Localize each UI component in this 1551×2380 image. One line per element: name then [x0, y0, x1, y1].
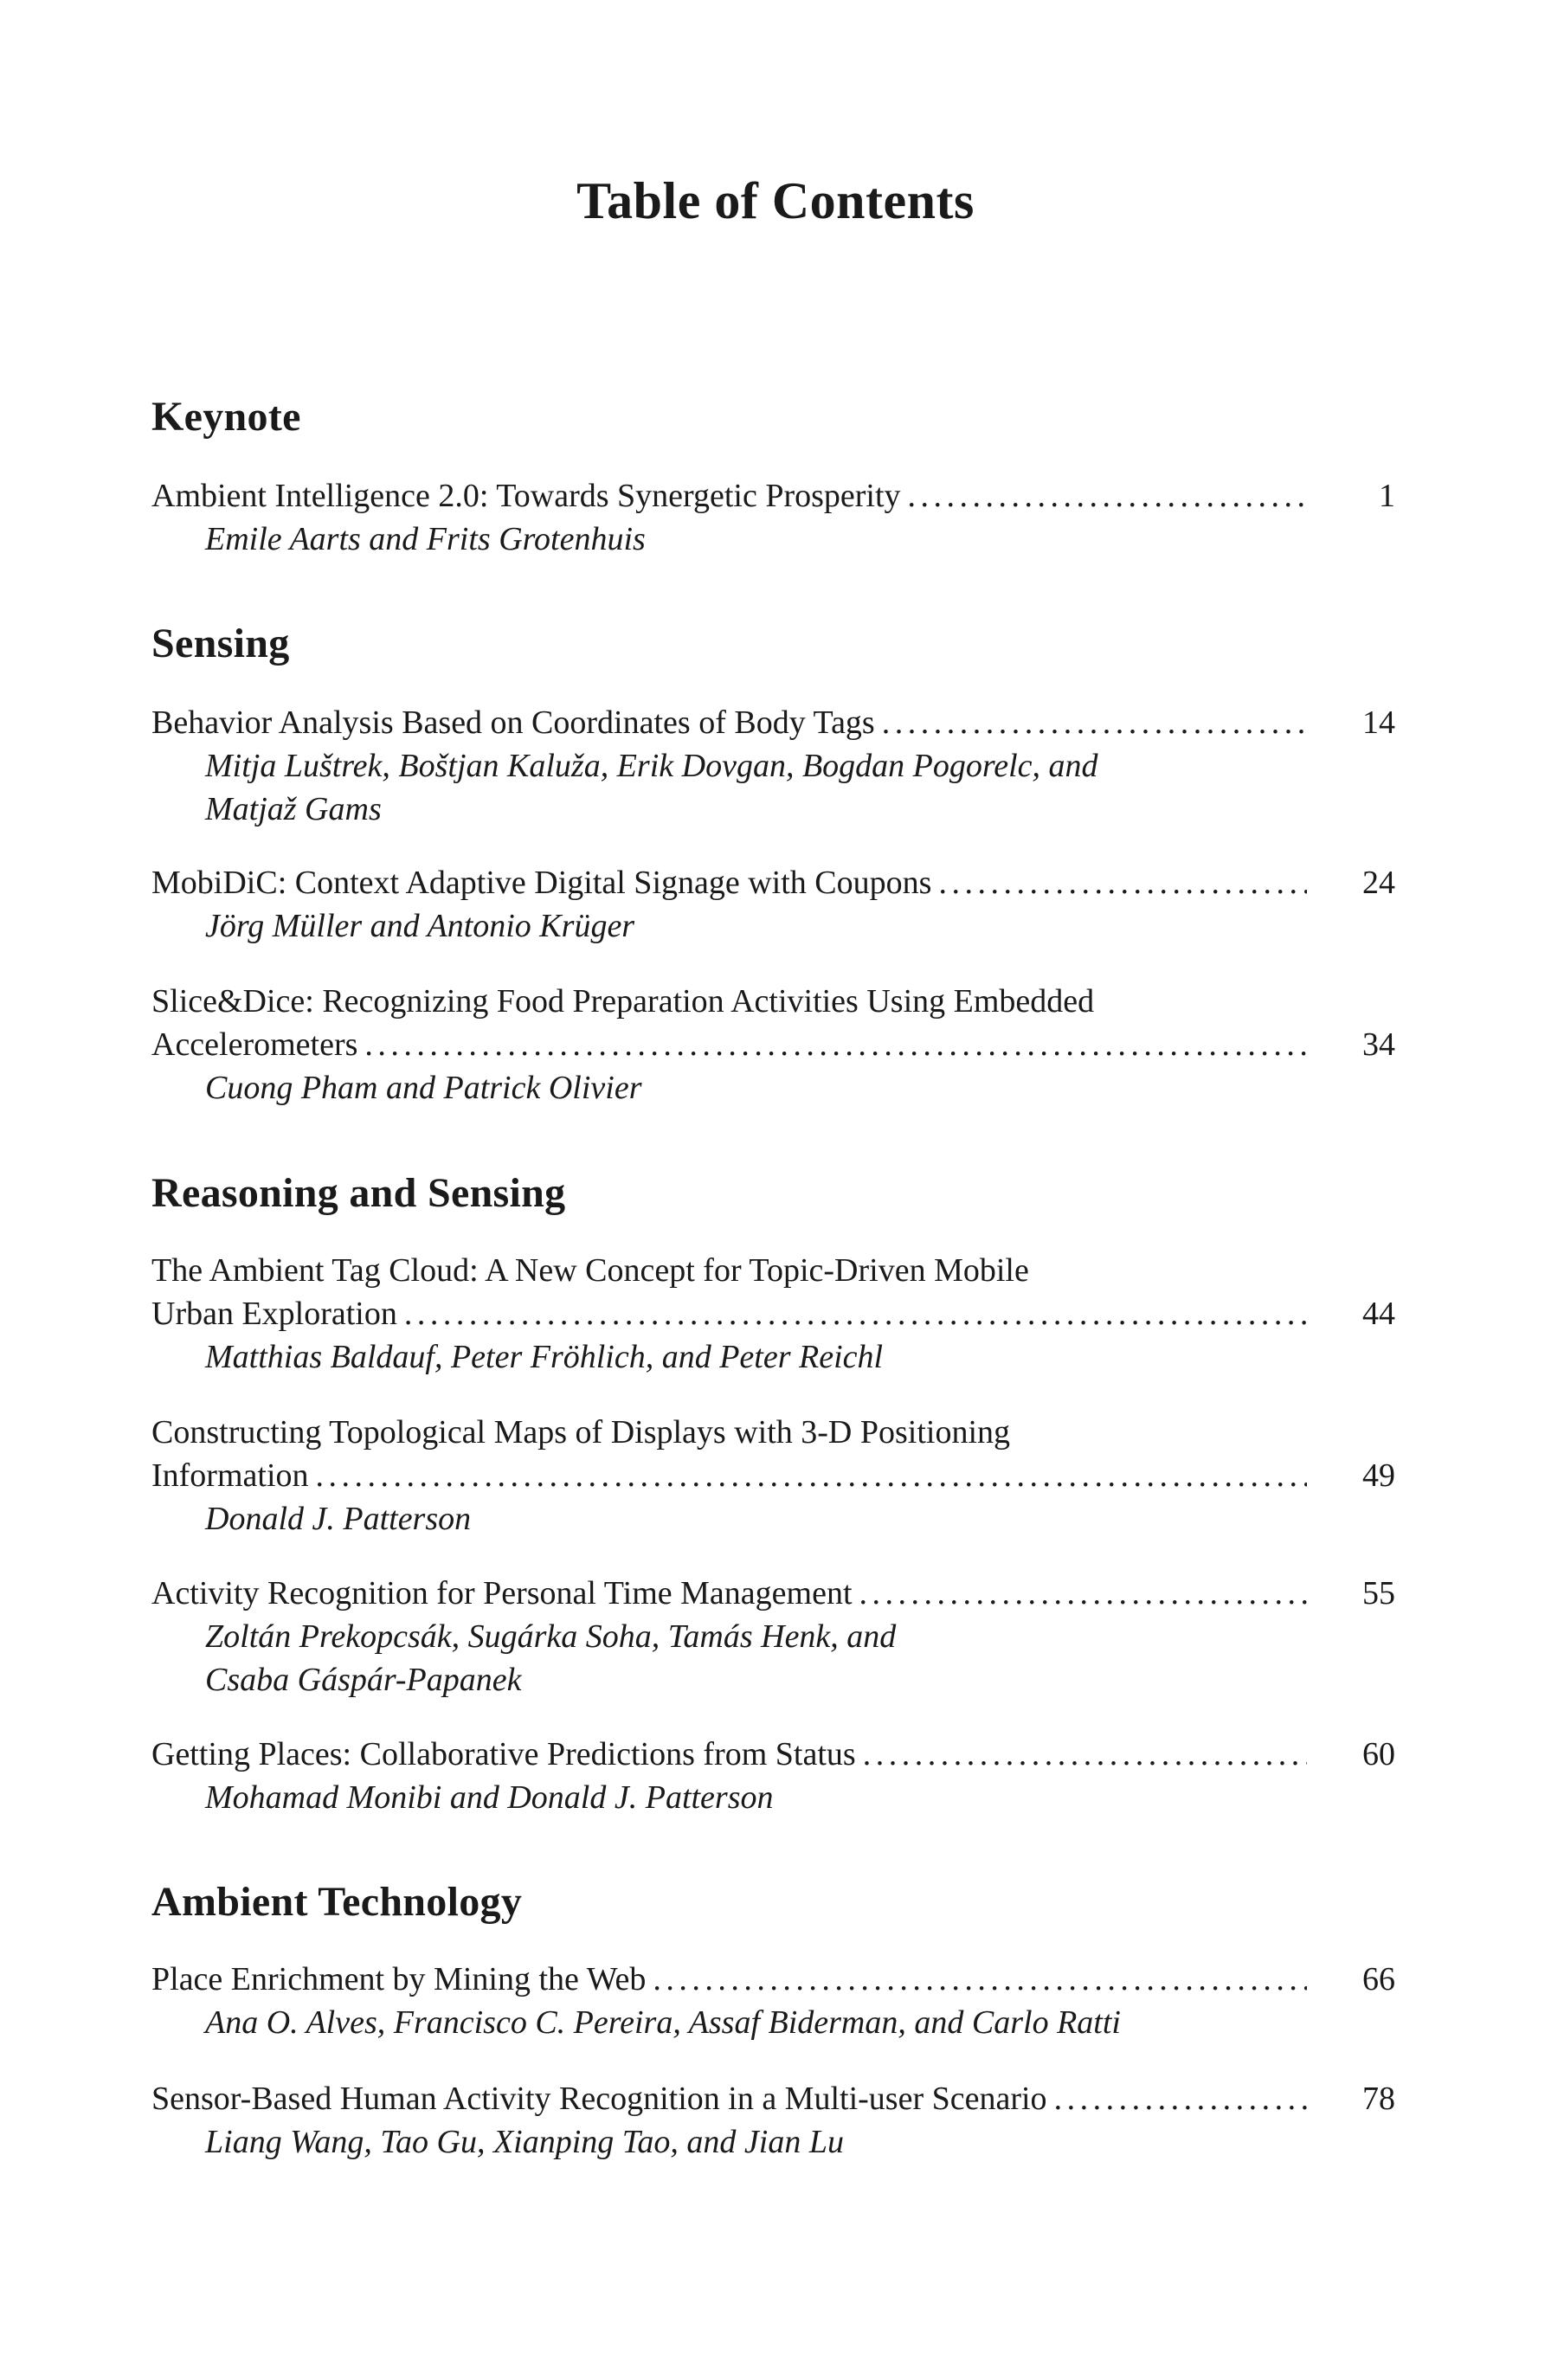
entry-authors: Matjaž Gams — [205, 791, 382, 827]
section-heading-keynote: Keynote — [151, 394, 301, 440]
dot-leader — [404, 1292, 1307, 1335]
entry-title-line — [151, 1733, 1395, 1776]
dot-leader — [859, 1572, 1307, 1615]
toc-entry[interactable] — [151, 980, 1395, 1110]
page-title: Table of Contents — [576, 172, 975, 229]
dot-leader — [908, 474, 1307, 518]
entry-title-continued[interactable]: Information — [151, 1457, 309, 1494]
entry-authors: Mohamad Monibi and Donald J. Patterson — [205, 1779, 774, 1816]
toc-entry[interactable] — [151, 861, 1395, 948]
entry-title-line — [151, 1454, 1395, 1497]
page-number[interactable]: 55 — [1362, 1575, 1395, 1611]
toc-entry[interactable] — [151, 1733, 1395, 1819]
entry-authors: Ana O. Alves, Francisco C. Pereira, Assaf Biderman, and Carlo Ratti — [205, 2004, 1121, 2041]
entry-title-line — [151, 1292, 1395, 1335]
toc-entry[interactable] — [151, 474, 1395, 561]
entry-title[interactable]: Constructing Topological Maps of Displays with 3-D Positioning — [151, 1414, 1011, 1451]
toc-entry[interactable] — [151, 701, 1395, 831]
page-number[interactable]: 24 — [1362, 865, 1395, 901]
entry-title[interactable]: Place Enrichment by Mining the Web — [151, 1961, 647, 1997]
entry-title-line — [151, 1411, 1395, 1454]
toc-entry[interactable] — [151, 1411, 1395, 1541]
entry-title-line — [151, 1249, 1395, 1292]
section-heading-reasoning-and-sensing: Reasoning and Sensing — [151, 1170, 566, 1216]
entry-title[interactable]: Behavior Analysis Based on Coordinates of Body Tags — [151, 704, 875, 741]
entry-authors: Donald J. Patterson — [205, 1501, 472, 1537]
entry-title[interactable]: Getting Places: Collaborative Predictions from Status — [151, 1736, 856, 1772]
entry-title[interactable]: Ambient Intelligence 2.0: Towards Synergetic Prosperity — [151, 478, 901, 514]
entry-title[interactable]: The Ambient Tag Cloud: A New Concept for Topic-Driven Mobile — [151, 1252, 1029, 1289]
entry-authors: Jörg Müller and Antonio Krüger — [205, 908, 635, 944]
dot-leader — [938, 861, 1307, 904]
entry-title-line — [151, 1023, 1395, 1066]
entry-authors: Liang Wang, Tao Gu, Xianping Tao, and Jian Lu — [205, 2124, 844, 2160]
section-heading-ambient-technology: Ambient Technology — [151, 1879, 523, 1925]
entry-title-line — [151, 861, 1395, 904]
dot-leader — [316, 1454, 1307, 1497]
entry-title-line — [151, 474, 1395, 518]
entry-authors: Zoltán Prekopcsák, Sugárka Soha, Tamás Henk, and — [205, 1618, 897, 1655]
toc-entry[interactable] — [151, 1572, 1395, 1701]
entry-title[interactable]: Slice&Dice: Recognizing Food Preparation Activities Using Embedded — [151, 983, 1095, 1020]
dot-leader — [863, 1733, 1307, 1776]
dot-leader — [653, 1958, 1307, 2001]
dot-leader — [1054, 2077, 1307, 2120]
entry-authors: Cuong Pham and Patrick Olivier — [205, 1070, 642, 1106]
toc-entry[interactable] — [151, 1249, 1395, 1379]
entry-title-line — [151, 701, 1395, 744]
entry-title-continued[interactable]: Urban Exploration — [151, 1296, 397, 1332]
entry-title-continued[interactable]: Accelerometers — [151, 1026, 358, 1063]
entry-authors: Emile Aarts and Frits Grotenhuis — [205, 521, 646, 557]
entry-title-line — [151, 1572, 1395, 1615]
entry-authors: Matthias Baldauf, Peter Fröhlich, and Peter Reichl — [205, 1339, 884, 1375]
page-number[interactable]: 66 — [1362, 1961, 1395, 1997]
entry-title-line — [151, 1958, 1395, 2001]
section-heading-sensing: Sensing — [151, 621, 290, 666]
page-number[interactable]: 14 — [1362, 704, 1395, 741]
page-number[interactable]: 1 — [1379, 478, 1395, 514]
page-number[interactable]: 34 — [1362, 1026, 1395, 1063]
entry-title-line — [151, 980, 1395, 1023]
entry-title[interactable]: Activity Recognition for Personal Time Management — [151, 1575, 853, 1611]
toc-entry[interactable] — [151, 2077, 1395, 2164]
entry-title-line — [151, 2077, 1395, 2120]
entry-authors: Csaba Gáspár-Papanek — [205, 1662, 522, 1698]
dot-leader — [882, 701, 1307, 744]
entry-authors: Mitja Luštrek, Boštjan Kaluža, Erik Dovgan, Bogdan Pogorelc, and — [205, 748, 1098, 784]
dot-leader — [364, 1023, 1307, 1066]
entry-title[interactable]: MobiDiC: Context Adaptive Digital Signage with Coupons — [151, 865, 932, 901]
page-number[interactable]: 78 — [1362, 2081, 1395, 2117]
page-number[interactable]: 49 — [1362, 1457, 1395, 1494]
page-number[interactable]: 44 — [1362, 1296, 1395, 1332]
page-number[interactable]: 60 — [1362, 1736, 1395, 1772]
entry-title[interactable]: Sensor-Based Human Activity Recognition in a Multi-user Scenario — [151, 2081, 1047, 2117]
toc-entry[interactable] — [151, 1958, 1395, 2044]
